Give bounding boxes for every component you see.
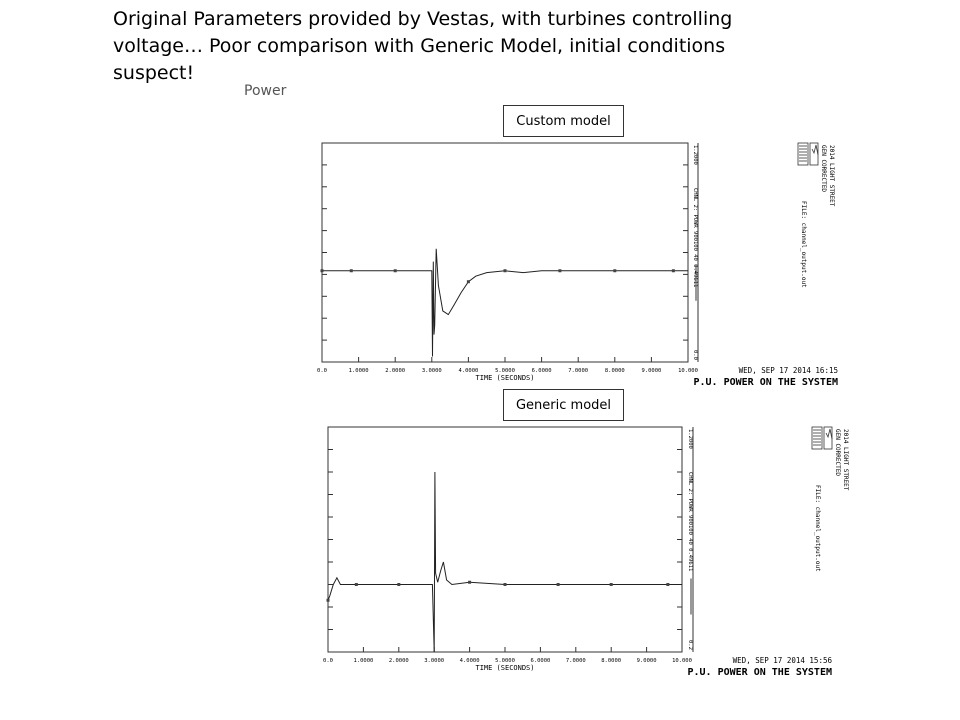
heading-line-1: Original Parameters provided by Vestas, with turbines controlling <box>113 8 733 30</box>
generic-timestamp: WED, SEP 17 2014 15:56 <box>732 656 832 665</box>
custom-x-tick-label: 3.0000 <box>421 368 442 374</box>
custom-x-tick-label: 8.0000 <box>604 368 625 374</box>
custom-series-label: CHNL 2: POWR 900100 40 0.49611 <box>692 188 698 288</box>
generic-x-tick-label: 3.0000 <box>424 658 445 664</box>
generic-y-top-label: 1.2000 <box>687 429 693 449</box>
custom-series-marker <box>558 269 561 272</box>
custom-x-tick-label: 4.0000 <box>458 368 479 374</box>
generic-model-caption: Generic model <box>503 389 624 421</box>
generic-series-marker <box>355 583 358 586</box>
generic-x-axis-label: TIME (SECONDS) <box>475 664 535 672</box>
generic-logo-icon <box>812 427 832 449</box>
generic-x-tick-label: 7.0000 <box>565 658 586 664</box>
generic-y-bottom-label: 0.2 <box>687 640 693 650</box>
custom-y-bottom-label: 0.0 <box>692 350 698 360</box>
generic-x-tick-label: 6.0000 <box>530 658 551 664</box>
custom-plot-frame <box>322 143 688 362</box>
generic-series-marker <box>504 583 507 586</box>
generic-x-tick-label: 10.000 <box>672 658 692 664</box>
custom-x-axis-label: TIME (SECONDS) <box>475 374 535 382</box>
custom-timestamp: WED, SEP 17 2014 16:15 <box>738 366 838 375</box>
custom-y-top-label: 1.2000 <box>692 145 698 165</box>
generic-x-tick-label: 1.0000 <box>353 658 374 664</box>
custom-series-marker <box>504 269 507 272</box>
generic-series-marker <box>557 583 560 586</box>
generic-side-text: GEN CORRECTED <box>834 429 841 476</box>
generic-x-tick-label: 2.0000 <box>388 658 409 664</box>
generic-side-text: 2014 LIGHT STREET <box>842 429 849 491</box>
custom-series-marker <box>467 280 470 283</box>
custom-side-text: GEN CORRECTED <box>820 145 827 192</box>
custom-series-marker <box>613 269 616 272</box>
generic-series-marker <box>610 583 613 586</box>
custom-side-text: 2014 LIGHT STREET <box>828 145 835 207</box>
custom-x-tick-label: 2.0000 <box>385 368 406 374</box>
heading-line-2: voltage… Poor comparison with Generic Model, initial conditions <box>113 35 726 57</box>
generic-x-tick-label: 5.0000 <box>495 658 515 664</box>
generic-logo-wave <box>826 429 832 439</box>
custom-series-marker <box>394 269 397 272</box>
generic-series-marker <box>397 583 400 586</box>
generic-series-marker <box>666 583 669 586</box>
generic-chart <box>323 427 849 678</box>
custom-x-tick-label: 5.0000 <box>495 368 515 374</box>
generic-x-tick-label: 4.0000 <box>459 658 480 664</box>
custom-chart-title: P.U. POWER ON THE SYSTEM <box>693 377 838 388</box>
generic-plot-frame <box>328 427 682 652</box>
custom-model-caption: Custom model <box>503 105 624 137</box>
generic-x-tick-label: 0.0 <box>323 658 333 664</box>
generic-series-label: CHNL 2: POWR 900100 40 0.49611 <box>687 472 693 572</box>
generic-x-tick-label: 9.0000 <box>636 658 657 664</box>
heading-line-3: suspect! <box>113 62 195 84</box>
custom-x-tick-label: 6.0000 <box>531 368 552 374</box>
custom-series-marker <box>672 269 675 272</box>
custom-x-tick-label: 0.0 <box>317 368 327 374</box>
custom-logo-icon <box>798 143 818 165</box>
custom-logo-frame-2 <box>810 143 818 165</box>
custom-series-line <box>322 249 688 357</box>
generic-x-tick-label: 8.0000 <box>601 658 622 664</box>
generic-file-text: FILE: channel_output.out <box>814 485 821 572</box>
custom-logo-wave <box>812 145 818 155</box>
generic-series-line <box>328 472 682 652</box>
custom-series-marker <box>321 269 324 272</box>
generic-logo-frame-2 <box>824 427 832 449</box>
generic-chart-title: P.U. POWER ON THE SYSTEM <box>687 667 832 678</box>
generic-series-marker <box>327 599 330 602</box>
custom-x-tick-label: 10.000 <box>678 368 698 374</box>
custom-series-marker <box>350 269 353 272</box>
generic-series-marker <box>468 581 471 584</box>
custom-x-tick-label: 1.0000 <box>348 368 369 374</box>
custom-x-tick-label: 9.0000 <box>641 368 662 374</box>
custom-file-text: FILE: channel_output.out <box>800 201 807 288</box>
section-label: Power <box>244 83 287 99</box>
custom-chart <box>317 143 838 388</box>
custom-x-tick-label: 7.0000 <box>568 368 589 374</box>
